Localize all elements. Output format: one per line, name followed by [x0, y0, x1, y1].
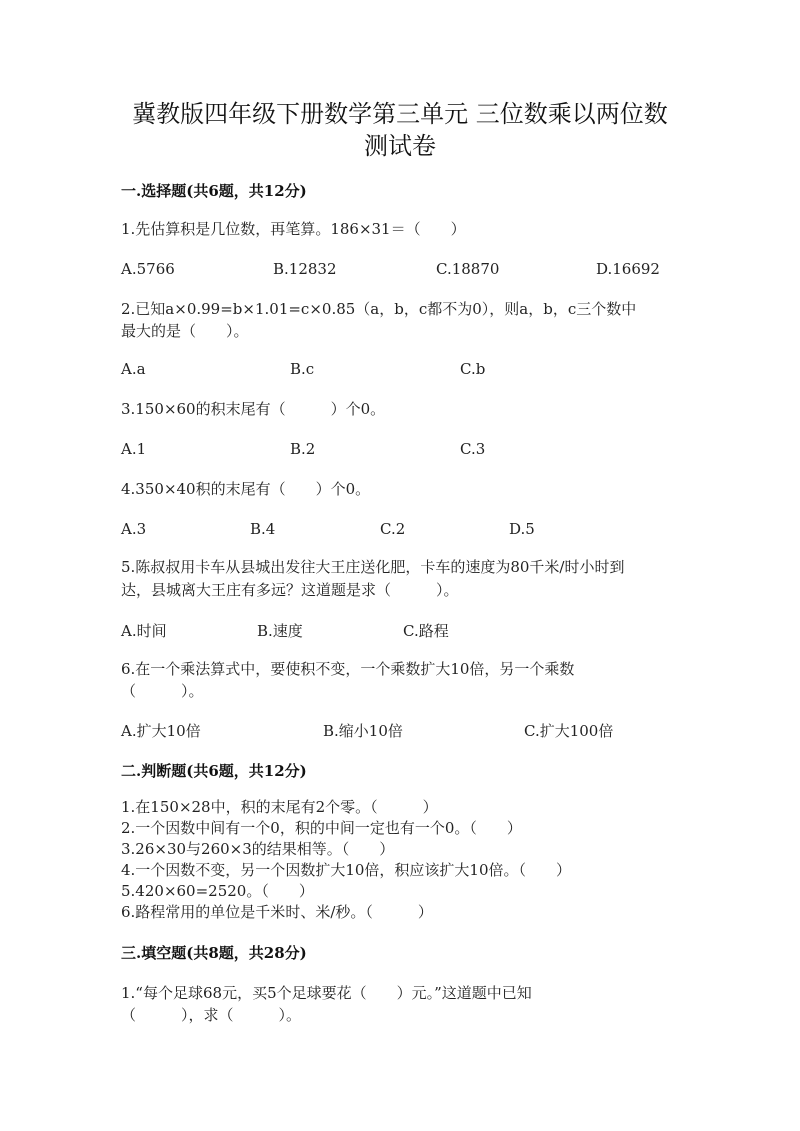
question-5-stem-line1: 5.陈叔叔用卡车从县城出发往大王庄送化肥，卡车的速度为80千米/时小时到: [121, 558, 625, 576]
question-4-option-b: B.4: [250, 520, 276, 538]
section-heading-fill: 三.填空题(共8题，共28分): [121, 944, 307, 962]
section-heading-judge: 二.判断题(共6题，共12分): [121, 762, 307, 780]
page-title-line2: 测试卷: [364, 132, 436, 160]
judge-item-4: 4.一个因数不变，另一个因数扩大10倍，积应该扩大10倍。（ ）: [121, 861, 571, 879]
page-title-line1: 冀教版四年级下册数学第三单元 三位数乘以两位数: [132, 100, 668, 128]
question-2-option-b: B.c: [290, 360, 315, 378]
section-heading-choice: 一.选择题(共6题，共12分): [121, 182, 307, 200]
question-1-option-d: D.16692: [596, 260, 660, 278]
judge-item-6: 6.路程常用的单位是千米时、米/秒。（ ）: [121, 903, 433, 921]
question-6-option-a: A.扩大10倍: [121, 722, 201, 740]
question-1-stem: 1.先估算积是几位数，再笔算。186×31＝（ ）: [121, 220, 466, 238]
question-1-option-b: B.12832: [273, 260, 337, 278]
question-3-option-a: A.1: [121, 440, 147, 458]
question-4-option-a: A.3: [121, 520, 147, 538]
question-4-stem: 4.350×40积的末尾有（ ）个0。: [121, 480, 371, 498]
question-4-option-c: C.2: [380, 520, 406, 538]
question-2-stem-line1: 2.已知a×0.99=b×1.01=c×0.85（a，b，c都不为0），则a，b，c三个数中: [121, 300, 637, 318]
judge-item-3: 3.26×30与260×3的结果相等。（ ）: [121, 840, 395, 858]
question-5-stem-line2: 达，县城离大王庄有多远？这道题是求（ ）。: [121, 581, 459, 599]
question-3-stem: 3.150×60的积末尾有（ ）个0。: [121, 400, 386, 418]
judge-item-1: 1.在150×28中，积的末尾有2个零。（ ）: [121, 798, 438, 816]
question-5-option-a: A.时间: [121, 622, 167, 640]
question-6-option-b: B.缩小10倍: [323, 722, 403, 740]
fill-question-1-line1: 1.“每个足球68元，买5个足球要花（ ）元。”这道题中已知: [121, 984, 532, 1002]
fill-question-1-line2: （ ），求（ ）。: [121, 1006, 302, 1024]
judge-item-2: 2.一个因数中间有一个0，积的中间一定也有一个0。（ ）: [121, 819, 522, 837]
question-2-option-c: C.b: [460, 360, 486, 378]
question-1-option-c: C.18870: [436, 260, 500, 278]
question-2-option-a: A.a: [121, 360, 146, 378]
question-4-option-d: D.5: [509, 520, 535, 538]
question-3-option-c: C.3: [460, 440, 486, 458]
question-6-stem-line1: 6.在一个乘法算式中，要使积不变，一个乘数扩大10倍，另一个乘数: [121, 660, 575, 678]
question-5-option-c: C.路程: [403, 622, 449, 640]
judge-item-5: 5.420×60=2520。（ ）: [121, 882, 314, 900]
question-6-stem-line2: （ ）。: [121, 682, 204, 700]
question-5-option-b: B.速度: [257, 622, 303, 640]
question-1-option-a: A.5766: [121, 260, 175, 278]
question-2-stem-line2: 最大的是（ ）。: [121, 322, 249, 340]
question-6-option-c: C.扩大100倍: [524, 722, 614, 740]
question-3-option-b: B.2: [290, 440, 316, 458]
